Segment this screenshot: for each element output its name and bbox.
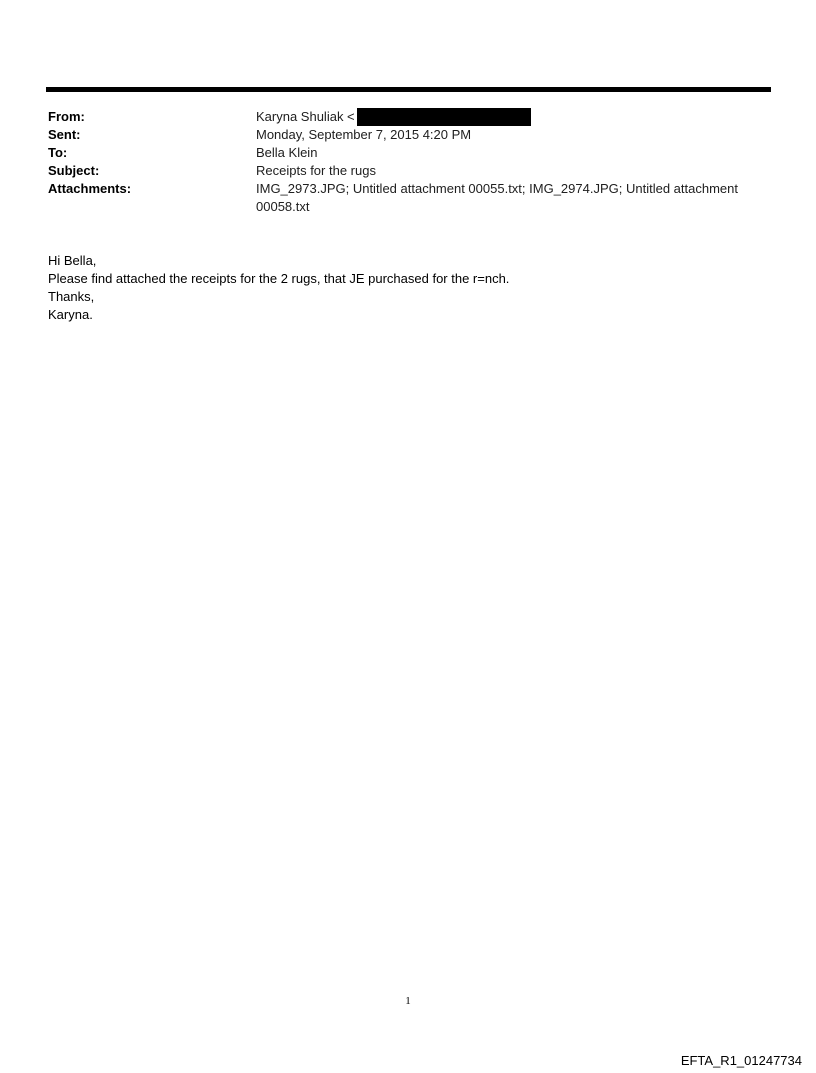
page-number: 1 [405, 995, 411, 1007]
subject-row [48, 162, 768, 180]
from-label: From: [48, 109, 85, 124]
document-id: EFTA_R1_01247734 [680, 1053, 802, 1068]
attachments-label: Attachments: [48, 181, 132, 196]
email-body [48, 252, 768, 324]
to-row [48, 144, 768, 162]
to-value: Bella Klein [256, 145, 318, 160]
body-line: Thanks, [48, 289, 95, 304]
from-row [48, 108, 768, 126]
attachments-row [48, 180, 768, 216]
sent-row [48, 126, 768, 144]
body-line: Karyna. [48, 307, 93, 322]
redaction-block [357, 108, 531, 126]
header-divider [46, 87, 771, 92]
to-label: To: [48, 145, 68, 160]
sent-label: Sent: [48, 127, 81, 142]
from-name: Karyna Shuliak < [256, 109, 355, 124]
attachments-value: IMG_2973.JPG; Untitled attachment 00055.txt; IMG_2974.JPG; Untitled attachment 00058.txt [256, 181, 738, 214]
subject-value: Receipts for the rugs [256, 163, 376, 178]
subject-label: Subject: [48, 163, 100, 178]
sent-value: Monday, September 7, 2015 4:20 PM [256, 127, 472, 142]
email-header [48, 108, 768, 216]
body-line: Please find attached the receipts for the 2 rugs, that JE purchased for the r=nch. [48, 271, 510, 286]
from-value [256, 108, 768, 126]
body-line: Hi Bella, [48, 253, 97, 268]
